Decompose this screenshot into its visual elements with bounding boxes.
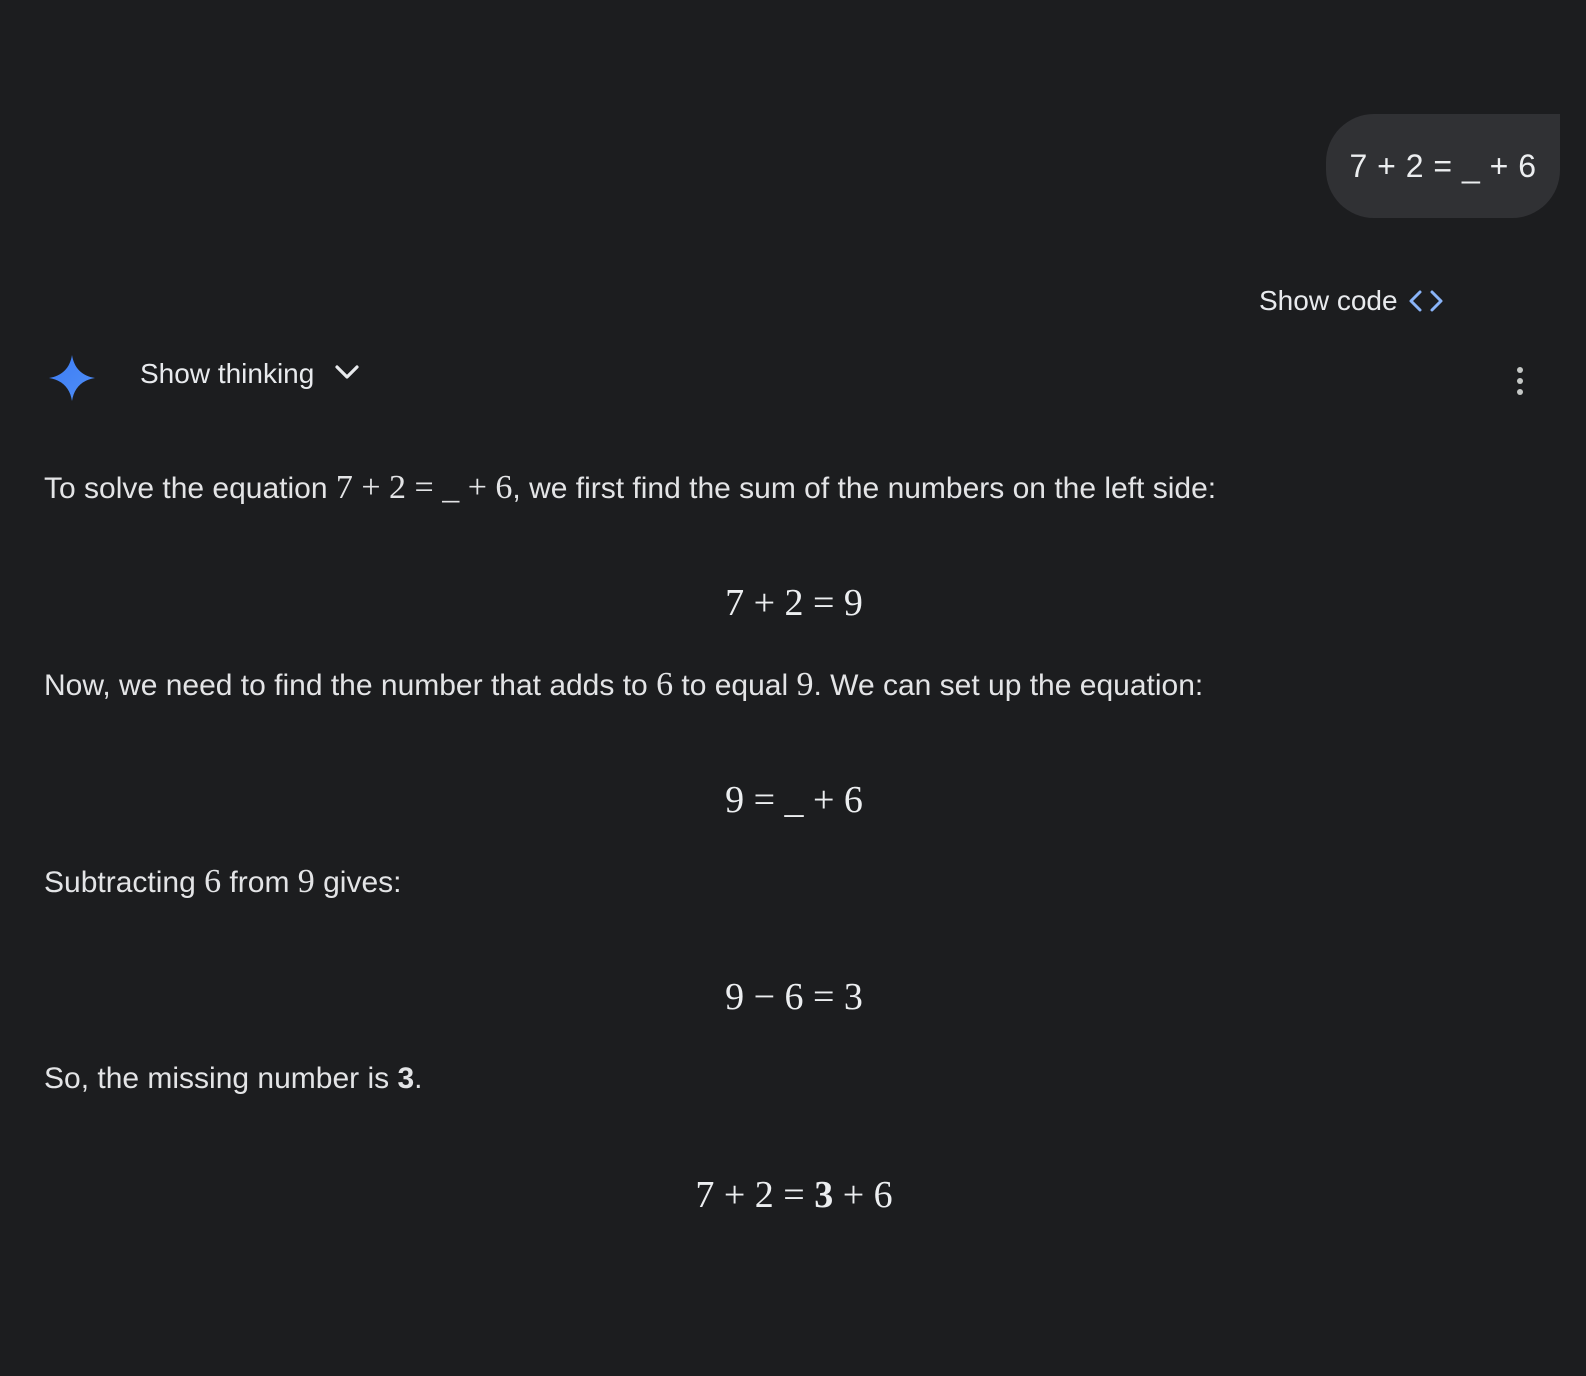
answer-bold: 3 [814, 1174, 834, 1216]
paragraph-text: Now, we need to find the number that adds to [44, 669, 657, 702]
response-paragraph [44, 859, 1544, 906]
equation-part: 7 + 2 = [695, 1174, 815, 1216]
show-thinking-toggle[interactable] [140, 358, 360, 390]
show-code-label: Show code [1259, 285, 1398, 316]
user-message-text: 7 + 2 = _ + 6 [1349, 147, 1537, 184]
paragraph-text: . [414, 1062, 423, 1095]
gemini-sparkle-icon [48, 354, 96, 402]
inline-math: 9 [796, 666, 814, 703]
display-equation-final [44, 1172, 1544, 1218]
model-response [44, 465, 1544, 1218]
more-vert-icon[interactable] [1508, 366, 1532, 396]
code-brackets-icon [1408, 287, 1444, 315]
response-paragraph [44, 1056, 1544, 1102]
inline-math: 7 + 2 = _ + 6 [335, 469, 513, 506]
inline-math: 6 [656, 666, 674, 703]
inline-math: 6 [204, 863, 222, 900]
paragraph-text: So, the missing number is [44, 1062, 398, 1095]
answer-bold: 3 [397, 1062, 415, 1095]
show-code-button[interactable] [1259, 285, 1444, 317]
paragraph-text: to equal [673, 669, 797, 702]
display-equation: 9 = _ + 6 [725, 779, 863, 821]
paragraph-text: To solve the equation [44, 472, 336, 505]
paragraph-text: from [221, 866, 298, 899]
paragraph-text: Subtracting [44, 866, 205, 899]
response-paragraph [44, 662, 1544, 709]
display-equation: 9 − 6 = 3 [725, 976, 863, 1018]
equation-part: + 6 [833, 1174, 893, 1216]
chevron-down-icon [334, 363, 360, 386]
display-equation: 7 + 2 = 9 [725, 582, 863, 624]
inline-math: 9 [297, 863, 315, 900]
paragraph-text: . We can set up the equation: [813, 669, 1204, 702]
response-paragraph [44, 465, 1544, 512]
show-thinking-label: Show thinking [140, 358, 315, 389]
paragraph-text: gives: [314, 866, 402, 899]
user-message-bubble [1326, 114, 1560, 218]
paragraph-text: , we first find the sum of the numbers on the left side: [512, 472, 1217, 505]
